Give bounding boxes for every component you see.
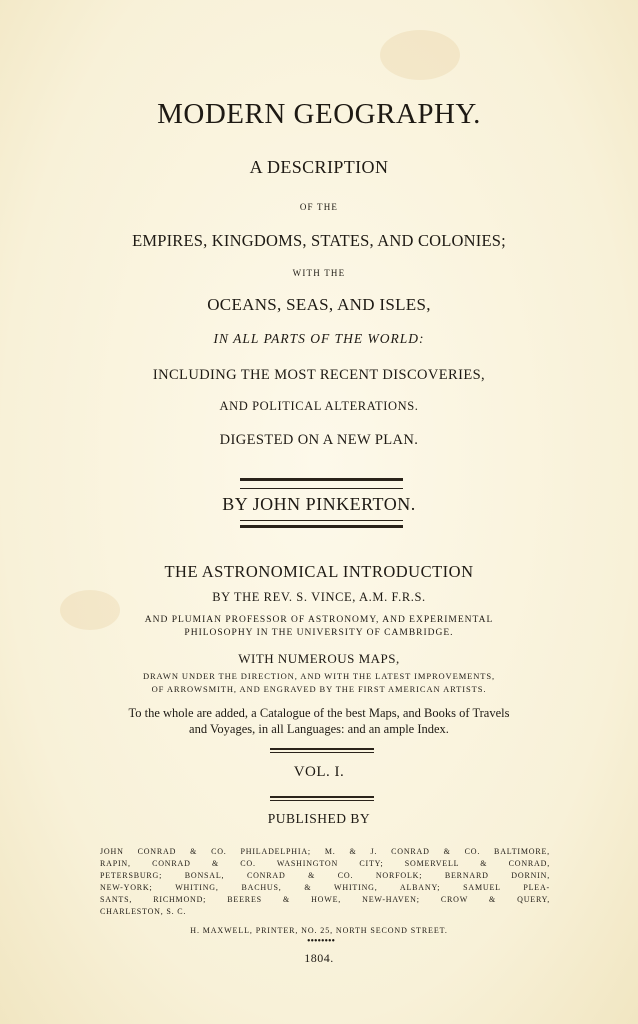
plumian-line-1: AND PLUMIAN PROFESSOR OF ASTRONOMY, AND EXPERIMENTAL: [144, 615, 494, 625]
publisher-line: NEW-YORK; WHITING, BACHUS, & WHITING, ALBANY; SAMUEL PLEA-: [100, 883, 550, 892]
with-the-line: WITH THE: [292, 268, 346, 278]
publisher-line: SANTS, RICHMOND; BEERES & HOWE, NEW-HAVEN; CROW & QUERY,: [100, 895, 550, 904]
double-rule: [240, 520, 403, 528]
publisher-line: PETERSBURG; BONSAL, CONRAD & CO. NORFOLK; BERNARD DORNIN,: [100, 871, 550, 880]
volume-line: VOL. I.: [293, 764, 345, 780]
drawn-line-2: OF ARROWSMITH, AND ENGRAVED BY THE FIRST AMERICAN ARTISTS.: [151, 684, 487, 694]
subtitle: A DESCRIPTION: [249, 157, 389, 177]
of-the-line: OF THE: [299, 202, 339, 212]
dotted-ornament: ••••••••: [306, 936, 335, 947]
drawn-line-1: DRAWN UNDER THE DIRECTION, AND WITH THE LATEST IMPROVEMENTS,: [142, 671, 496, 681]
oceans-line: OCEANS, SEAS, AND ISLES,: [207, 295, 431, 314]
plumian-line-2: PHILOSOPHY IN THE UNIVERSITY OF CAMBRIDGE.: [184, 628, 454, 638]
publisher-line: JOHN CONRAD & CO. PHILADELPHIA; M. & J. CONRAD & CO. BALTIMORE,: [100, 847, 550, 856]
vince-line: BY THE REV. S. VINCE, A.M. F.R.S.: [212, 590, 426, 604]
subjects-line: EMPIRES, KINGDOMS, STATES, AND COLONIES;: [132, 231, 506, 250]
paper-stain: [380, 30, 460, 80]
publisher-line: RAPIN, CONRAD & CO. WASHINGTON CITY; SOMERVELL & CONRAD,: [100, 859, 550, 868]
catalogue-line-1: To the whole are added, a Catalogue of the best Maps, and Books of Travels: [128, 706, 510, 720]
publisher-line: CHARLESTON, S. C.: [100, 907, 187, 916]
astronomical-line: THE ASTRONOMICAL INTRODUCTION: [164, 562, 474, 581]
main-title: MODERN GEOGRAPHY.: [157, 98, 481, 130]
year-line: 1804.: [304, 951, 334, 965]
digested-line: DIGESTED ON A NEW PLAN.: [219, 432, 419, 448]
rule: [270, 748, 374, 753]
author-line: BY JOHN PINKERTON.: [222, 494, 416, 514]
including-line: INCLUDING THE MOST RECENT DISCOVERIES,: [152, 367, 486, 383]
rule: [270, 796, 374, 801]
catalogue-line-2: and Voyages, in all Languages: and an ample Index.: [189, 722, 449, 736]
political-line: AND POLITICAL ALTERATIONS.: [219, 399, 419, 413]
printer-line: H. MAXWELL, PRINTER, NO. 25, NORTH SECOND STREET.: [190, 926, 448, 935]
published-by-line: PUBLISHED BY: [267, 811, 371, 826]
parts-line: IN ALL PARTS OF THE WORLD:: [213, 331, 425, 346]
double-rule: [240, 478, 403, 489]
maps-line: WITH NUMEROUS MAPS,: [238, 651, 400, 666]
